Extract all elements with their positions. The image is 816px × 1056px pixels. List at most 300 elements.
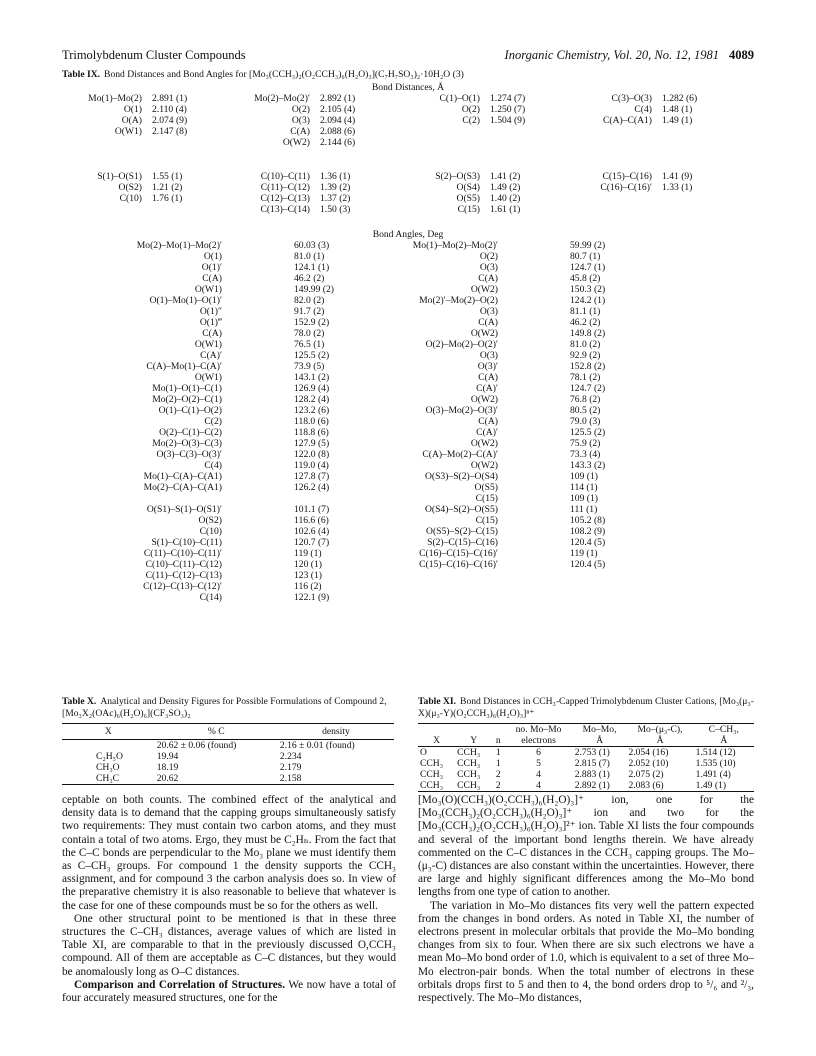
angle-value: 73.9 (5) (294, 360, 325, 372)
bond-value: 1.504 (9) (490, 114, 526, 126)
table11-cell: 1 (495, 757, 501, 769)
distance-column (392, 93, 525, 126)
distance-row (62, 126, 187, 137)
bond-label: C(3)–O(3) (611, 92, 652, 104)
angle-row (332, 449, 605, 460)
angle-label: C(12)–C(13)–C(12)′ (143, 580, 222, 592)
angle-label: O(2) (479, 250, 498, 262)
angle-row (332, 295, 605, 306)
angle-value: 119 (1) (570, 547, 598, 559)
angle-label: Mo(1)–C(A)–C(A1) (143, 470, 222, 482)
angle-row (62, 317, 334, 328)
bond-value: 2.144 (6) (320, 136, 356, 148)
angle-value: 123.2 (6) (294, 404, 330, 416)
table10-cell: 20.62 (156, 772, 179, 784)
bond-label: O(S2) (118, 181, 142, 193)
angle-label: C(A) (478, 415, 498, 427)
angle-label: O(W2) (470, 459, 498, 471)
angle-label: C(A)–Mo(1)–C(A)′ (146, 360, 222, 372)
bond-label: Mo(1)–Mo(2) (88, 92, 142, 104)
distance-row (392, 93, 525, 104)
table11-row (418, 769, 754, 780)
angle-row (332, 273, 605, 284)
angle-value: 122.1 (9) (294, 591, 330, 603)
table9-caption (62, 69, 754, 81)
angle-label: Mo(2)–C(A)–C(A1) (143, 481, 222, 493)
table10-cell: CH₃O (96, 761, 120, 773)
angle-value: 152.9 (2) (294, 316, 330, 328)
angle-label: C(15) (475, 492, 498, 504)
angle-value: 143.3 (2) (570, 459, 606, 471)
distance-column (562, 171, 692, 193)
table10-cell: 2.16 ± 0.01 (found) (279, 739, 355, 751)
bond-value: 2.074 (9) (152, 114, 188, 126)
angle-value: 122.0 (8) (294, 448, 330, 460)
angle-column (62, 240, 334, 603)
running-title: Trimolybdenum Cluster Compounds (62, 48, 246, 62)
bond-value: 1.39 (2) (320, 181, 351, 193)
table11-cell: 2.052 (10) (628, 757, 669, 769)
angle-row (62, 592, 334, 603)
angle-row (62, 581, 334, 592)
distance-row (562, 104, 697, 115)
angle-label: O(W1) (194, 371, 222, 383)
paragraph (62, 979, 396, 1005)
angle-label: O(W1) (194, 283, 222, 295)
table10-grid (62, 723, 394, 785)
bond-label: C(10)–C(11) (260, 170, 310, 182)
angle-value: 114 (1) (570, 481, 598, 493)
angle-value: 119 (1) (294, 547, 322, 559)
table11-cell: 2.892 (1) (574, 779, 610, 791)
angle-value: 60.03 (3) (294, 239, 330, 251)
angle-label: O(3) (479, 305, 498, 317)
angle-value: 81.0 (1) (294, 250, 325, 262)
bond-label: C(12)–C(13) (260, 192, 310, 204)
bond-label: O(W1) (114, 125, 142, 137)
angle-label: Mo(2)–O(2)–C(1) (152, 393, 222, 405)
table11-cell: CCH₃ (457, 757, 481, 769)
bond-label: S(1)–O(S1) (97, 170, 142, 182)
angle-label: C(14) (199, 591, 222, 603)
angle-row (62, 460, 334, 471)
table10-cell: C₂H₅O (96, 750, 123, 762)
angle-value: 127.8 (7) (294, 470, 330, 482)
angle-label (62, 493, 222, 504)
angle-value: 109 (1) (570, 492, 598, 504)
table10-cell: 20.62 ± 0.06 (found) (156, 739, 237, 751)
angle-row (332, 339, 605, 350)
angle-row (62, 372, 334, 383)
table10-cell: 18.19 (156, 761, 179, 773)
angle-label: C(A) (202, 327, 222, 339)
angle-value: 120 (1) (294, 558, 322, 570)
angle-value: 149.99 (2) (294, 283, 334, 295)
angle-value: 124.7 (1) (570, 261, 606, 273)
angle-row (62, 295, 334, 306)
table10-cell: 2.234 (279, 750, 302, 762)
bond-label: C(16)–C(16)′ (600, 181, 652, 193)
table11-cell: 2.054 (16) (628, 746, 669, 758)
angle-value: 92.9 (2) (570, 349, 601, 361)
angle-row (332, 548, 605, 559)
bond-label: Mo(2)–Mo(2)′ (254, 92, 310, 104)
angle-value: 118.0 (6) (294, 415, 329, 427)
angle-label: O(3)–Mo(2)–O(3)′ (425, 404, 498, 416)
bond-label: C(A) (290, 125, 310, 137)
distance-row (62, 104, 187, 115)
angle-row (62, 471, 334, 482)
distance-row (62, 115, 187, 126)
angle-row (332, 240, 605, 251)
distance-row (562, 93, 697, 104)
bond-value: 1.50 (3) (320, 203, 351, 215)
angle-value: 91.7 (2) (294, 305, 325, 317)
table11-cell: 2.083 (6) (628, 779, 664, 791)
angle-value: 150.3 (2) (570, 283, 606, 295)
table10-cell: 2.158 (279, 772, 302, 784)
table10-cell (62, 739, 155, 751)
angle-row (62, 559, 334, 570)
table10-header: density (322, 725, 350, 737)
distance-row (392, 193, 520, 204)
angle-label: O(1)–Mo(1)–O(1)′ (149, 294, 222, 306)
angle-value: 118.8 (6) (294, 426, 329, 438)
table11-row (418, 780, 754, 792)
bond-label: C(1)–O(1) (439, 92, 480, 104)
angle-value: 46.2 (2) (294, 272, 325, 284)
table11-cell: 5 (536, 757, 541, 769)
angle-row (332, 361, 605, 372)
page-number: 4089 (729, 48, 754, 62)
angle-label: Mo(2)′–Mo(2)–O(2) (419, 294, 498, 306)
distance-column (222, 171, 350, 215)
angle-label: O(3)–C(3)–O(3)′ (156, 448, 222, 460)
angle-row (332, 515, 605, 526)
table11-header: Å (720, 734, 728, 746)
angle-row (62, 427, 334, 438)
bond-label: C(15)–C(16) (602, 170, 652, 182)
paragraph: The variation in Mo–Mo distances fits very well the pattern expected from the changes in bond orders. As noted in Table XI, the number of electrons present in molecular orbitals that provide the Mo–Mo bonding changes from six to four. When there are six such electrons we have a mean Mo–Mo bond order of 1.0, which is equivalent to a set of three Mo–Mo electron-pair bonds. When the total number of electrons in these orbitals drops first to 5 and then to 4, the bond orders drop to ⁵/₆ and ²/₃, respectively. The Mo–Mo distances, (418, 899, 754, 1005)
angle-row (62, 284, 334, 295)
angle-value: 76.8 (2) (570, 393, 601, 405)
distance-column (392, 171, 520, 215)
angle-row (332, 405, 605, 416)
distance-row (562, 182, 692, 193)
angle-value: 59.99 (2) (570, 239, 606, 251)
angle-value: 108.2 (9) (570, 525, 606, 537)
table11-grid (418, 723, 754, 792)
angle-label: O(1)″ (199, 305, 222, 317)
table11-header: X (433, 734, 441, 746)
table11-header: Å (656, 734, 664, 746)
angle-value: 116 (2) (294, 580, 322, 592)
angle-row (332, 471, 605, 482)
angle-row (332, 350, 605, 361)
bond-value: 1.55 (1) (152, 170, 183, 182)
angle-label: O(S3)–S(2)–O(S4) (424, 470, 498, 482)
distance-column (62, 93, 187, 137)
table11-cell: 2.075 (2) (628, 768, 664, 780)
angle-row (332, 394, 605, 405)
table11-cell: 2 (495, 768, 501, 780)
table11-row (418, 746, 754, 758)
angle-value: 102.6 (4) (294, 525, 330, 537)
angle-row (332, 493, 605, 504)
table11-cell: O (420, 746, 427, 758)
distance-row (222, 193, 350, 204)
angle-row (332, 317, 605, 328)
distance-column (222, 93, 355, 148)
angle-label: C(A)′ (476, 426, 498, 438)
angle-value: 152.8 (2) (570, 360, 606, 372)
distance-row (562, 171, 692, 182)
bond-value: 1.36 (1) (320, 170, 351, 182)
angle-label: O(1)‴ (199, 316, 222, 328)
angle-row (332, 284, 605, 295)
bond-label: O(W2) (282, 136, 310, 148)
bond-value: 2.094 (4) (320, 114, 356, 126)
angle-row (332, 504, 605, 515)
bond-value: 1.40 (2) (490, 192, 521, 204)
table11-header-row (418, 723, 754, 735)
angle-value: 111 (1) (570, 503, 598, 515)
angle-value: 105.2 (8) (570, 514, 606, 526)
bond-label: C(13)–C(14) (260, 203, 310, 215)
table11-header: electrons (521, 734, 556, 746)
table11-cell: 2.815 (7) (574, 757, 610, 769)
distance-row (62, 193, 182, 204)
bond-value: 1.274 (7) (490, 92, 526, 104)
angle-value: 128.2 (4) (294, 393, 330, 405)
table11-label: Table XI. (418, 696, 457, 707)
paragraph: [Mo₃(O)(CCH₃)(O₂CCH₃)₆(H₂O)₃]⁺ ion, one for the [Mo₃(CCH₃)₂(O₂CCH₃)₆(H₂O)₃]⁺ ion and two for the [Mo₃(CCH₃)₂(O₂CCH₃)₆(H₂O)₃]²⁺ ion. Table XI lists the four compounds and several of the important bond lengths therein. We have already commented on the C–C distances in the CCH₃ capping groups. The Mo–(μ₃-C) distances are also constant within the uncertainties. However, there are large and highly significant differences among the Mo–Mo bond lengths from one type of cation to another. (418, 794, 754, 899)
bond-value: 2.088 (6) (320, 125, 356, 137)
table11-cell: 1.535 (10) (695, 757, 736, 769)
table11-header: Mo–(μ₃-C), (637, 723, 683, 735)
angle-label: O(S5) (474, 481, 498, 493)
angle-value: 126.2 (4) (294, 481, 330, 493)
angle-value: 76.5 (1) (294, 338, 325, 350)
bond-distances-block-1 (62, 93, 754, 171)
table9-label: Table IX. (62, 69, 101, 80)
table11-header: Y (470, 734, 478, 746)
distance-row (222, 104, 355, 115)
angle-row (332, 262, 605, 273)
angle-row (62, 416, 334, 427)
table10-row (62, 773, 394, 785)
distance-row (222, 137, 355, 148)
angle-value: 124.2 (1) (570, 294, 606, 306)
angle-row (62, 537, 334, 548)
angle-label: O(W2) (470, 393, 498, 405)
angle-value: 81.1 (1) (570, 305, 601, 317)
angle-value: 126.9 (4) (294, 382, 330, 394)
angle-row (62, 361, 334, 372)
bond-value: 2.105 (4) (320, 103, 356, 115)
distance-row (62, 93, 187, 104)
angle-row (62, 515, 334, 526)
table11-cell: 1.49 (1) (695, 779, 727, 791)
angle-label: O(2)–Mo(2)–O(2)′ (425, 338, 498, 350)
angle-value: 143.1 (2) (294, 371, 330, 383)
distance-row (222, 93, 355, 104)
table11-cell: CCH₃ (420, 779, 444, 791)
angle-label: O(S5)–S(2)–C(15) (426, 525, 498, 537)
angle-row (62, 405, 334, 416)
table11-cell: CCH₃ (457, 746, 481, 758)
angle-value: 124.7 (2) (570, 382, 606, 394)
distance-row (392, 204, 520, 215)
angle-value: 149.8 (2) (570, 327, 606, 339)
angle-label: C(A) (478, 272, 498, 284)
table11-header: C–CH₃, (708, 723, 739, 735)
bond-label: C(11)–C(12) (260, 181, 310, 193)
bond-value: 1.48 (1) (662, 103, 693, 115)
bond-label: O(3) (291, 114, 310, 126)
table11-cell: 6 (536, 746, 541, 758)
table11-row (418, 758, 754, 769)
angle-label: O(3)′ (477, 360, 498, 372)
bond-label: C(15) (457, 203, 480, 215)
angle-label: O(1) (203, 250, 222, 262)
angle-row (62, 526, 334, 537)
journal-page (62, 48, 754, 1005)
table11-caption-text: Bond Distances in CCH₃-Capped Trimolybdenum Cluster Cations, [Mo₃(μ₃-X)(μ₃-Y)(O₂CCH₃)₆(H₂O)₃]ⁿ⁺ (418, 696, 754, 719)
table10-cell: 2.179 (279, 761, 302, 773)
body-column-left (62, 794, 396, 1005)
table11-cell: 2 (495, 779, 501, 791)
angle-label: S(1)–C(10)–C(11) (151, 536, 222, 548)
distance-row (562, 115, 697, 126)
angle-row (62, 504, 334, 515)
angle-value: 101.1 (7) (294, 503, 330, 515)
journal-citation (505, 48, 754, 63)
table11-cell: 2.883 (1) (574, 768, 610, 780)
angle-row (332, 526, 605, 537)
bond-value: 1.49 (2) (490, 181, 521, 193)
table11-header (418, 723, 455, 735)
angle-value: 109 (1) (570, 470, 598, 482)
paragraph: ceptable on both counts. The combined effect of the analytical and density data is to demand that the capping groups simultaneously satisfy two requirements: They must contain two carbon atoms, and they must contain a total of two atoms. Ergo, they must be C₂Hₙ. From the fact that the C–C bonds are perpendicular to the Mo₃ plane we must identify them as C–CH₃ groups. For compound 1 the density supports the CCH₃ assignment, and for compound 3 the carbon analysis does so. In view of the preparative chemistry it is also reasonable to believe that whatever is the case for one of these compounds must be so for the others as well. (62, 794, 396, 912)
table11-cell: 1.514 (12) (695, 746, 736, 758)
table10-header: % C (207, 725, 225, 737)
angle-value: 123 (1) (294, 569, 322, 581)
angle-row (62, 383, 334, 394)
angle-row (62, 328, 334, 339)
angle-row (62, 438, 334, 449)
angle-value (222, 493, 294, 504)
angle-row (332, 559, 605, 570)
angle-row (332, 537, 605, 548)
angle-label: C(15)–C(16)–C(16)′ (419, 558, 498, 570)
angle-label: C(4) (204, 459, 222, 471)
angle-row (62, 262, 334, 273)
table11-cell: CCH₃ (457, 768, 481, 780)
table11 (418, 696, 754, 792)
angle-row (62, 449, 334, 460)
bond-angles-block (62, 240, 754, 636)
paragraph-text: We now have a total of four accurately measured structures, one for the (62, 978, 396, 1005)
bond-angles-title: Bond Angles, Deg (372, 228, 444, 240)
angle-label: C(A) (478, 316, 498, 328)
angle-value: 119.0 (4) (294, 459, 329, 471)
angle-label: C(10)–C(11)–C(12) (145, 558, 222, 570)
distance-row (222, 171, 350, 182)
angle-label: O(1)–C(1)–O(2) (158, 404, 222, 416)
bond-label: O(S4) (456, 181, 480, 193)
angle-value: 127.9 (5) (294, 437, 330, 449)
table11-cell: 1.491 (4) (695, 768, 731, 780)
distance-column (562, 93, 697, 126)
angle-row (62, 306, 334, 317)
table10-row (62, 762, 394, 773)
distance-row (392, 182, 520, 193)
angle-value: 116.6 (6) (294, 514, 329, 526)
angle-value: 124.1 (1) (294, 261, 330, 273)
distance-row (392, 171, 520, 182)
angle-label: O(W2) (470, 283, 498, 295)
angle-value: 120.4 (5) (570, 536, 606, 548)
table10-caption (62, 696, 394, 720)
table10-caption-text: Analytical and Density Figures for Possible Formulations of Compound 2, [Mo₃X₂(OAc)₆(H₂O)₆](CF₃SO₃)₂ (62, 696, 387, 719)
bond-label: O(1) (123, 103, 142, 115)
angle-row (332, 427, 605, 438)
body-column-right (418, 794, 754, 1005)
angle-label: C(10) (199, 525, 222, 537)
bond-label: O(2) (291, 103, 310, 115)
bond-value: 1.41 (2) (490, 170, 521, 182)
bond-value: 1.37 (2) (320, 192, 351, 204)
distance-row (222, 204, 350, 215)
table10-header: X (104, 725, 112, 737)
angle-row (332, 438, 605, 449)
angle-row (332, 482, 605, 493)
bond-value: 1.49 (1) (662, 114, 693, 126)
angle-label: O(S2) (198, 514, 222, 526)
angle-row (62, 350, 334, 361)
bond-value: 1.61 (1) (490, 203, 521, 215)
angle-label: O(2)–C(1)–C(2) (159, 426, 222, 438)
bond-label: C(4) (634, 103, 652, 115)
angle-label: Mo(2)–O(3)–C(3) (152, 437, 222, 449)
bond-label: C(A)–C(A1) (602, 114, 652, 126)
angle-row (62, 570, 334, 581)
table10-row (62, 751, 394, 762)
distance-row (222, 182, 350, 193)
angle-label: C(A) (478, 371, 498, 383)
distance-column (62, 171, 182, 204)
angle-label: O(W2) (470, 437, 498, 449)
bond-label: O(2) (461, 103, 480, 115)
table11-header-row (418, 735, 754, 747)
table11-header: no. Mo–Mo (515, 723, 562, 735)
angle-value: 46.2 (2) (570, 316, 601, 328)
bond-value: 2.892 (1) (320, 92, 356, 104)
table11-header: Mo–Mo, (582, 723, 617, 735)
section-heading: Comparison and Correlation of Structures. (74, 978, 286, 991)
angle-value: 45.8 (2) (570, 272, 601, 284)
angle-value: 80.5 (2) (570, 404, 601, 416)
bond-value: 2.110 (4) (152, 103, 187, 115)
angle-row (62, 240, 334, 251)
table11-cell: CCH₃ (420, 757, 444, 769)
bond-value: 1.33 (1) (662, 181, 693, 193)
angle-value: 120.4 (5) (570, 558, 606, 570)
table11-header (492, 723, 504, 735)
table10-header-row (62, 723, 394, 739)
angle-row (332, 372, 605, 383)
